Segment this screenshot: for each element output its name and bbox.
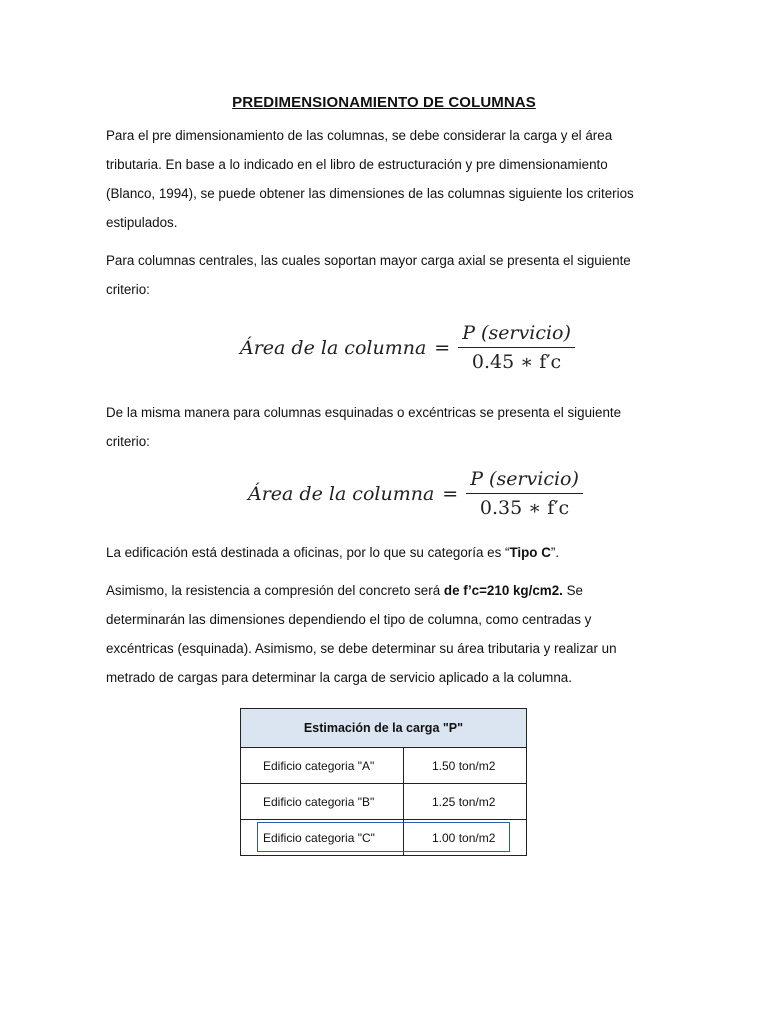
resistance-line: metrado de cargas para determinar la carga de servicio aplicado a la columna. (106, 670, 572, 685)
resistance-line: determinarán las dimensiones dependiendo el tipo de columna, como centradas y (106, 612, 592, 627)
intro-line: estipulados. (106, 215, 178, 230)
intro-line: tributaria. En base a lo indicado en el libro de estructuración y pre dimensionamiento (106, 157, 608, 172)
corner-line: De la misma manera para columnas esquinadas o excéntricas se presenta el siguiente (106, 405, 622, 420)
category-type: Tipo C (509, 545, 551, 560)
corner-line: criterio: (106, 434, 150, 449)
table-cell-category: Edificio categoria "B" (241, 784, 404, 820)
resistance-paragraph (106, 576, 666, 692)
formula-equals: = (434, 336, 451, 359)
corner-columns-paragraph (106, 398, 666, 456)
table-header-row (241, 709, 527, 748)
intro-line: (Blanco, 1994), se puede obtener las dimensiones de las columnas siguiente los criterios (106, 186, 634, 201)
formula-fraction (458, 322, 575, 373)
intro-paragraph (106, 121, 666, 237)
intro-line: Para el pre dimensionamiento de las columnas, se debe considerar la carga y el área (106, 128, 613, 143)
table-cell-value: 1.00 ton/m2 (404, 820, 527, 856)
formula-lhs: Área de la columna (240, 336, 427, 359)
formula-fraction (466, 468, 583, 519)
resistance-line (106, 576, 666, 605)
resistance-text: Asimismo, la resistencia a compresión del concreto será (106, 583, 444, 598)
formula-corner-columns (248, 468, 583, 519)
central-line: criterio: (106, 282, 150, 297)
resistance-text-end: Se (562, 583, 583, 598)
document-title: PREDIMENSIONAMIENTO DE COLUMNAS (232, 94, 536, 111)
table-cell-category: Edificio categoria "C" (241, 820, 404, 856)
formula-central-columns (240, 322, 575, 373)
formula-denominator: 0.45 ∗ f′c (471, 351, 562, 373)
table-cell-value: 1.25 ton/m2 (404, 784, 527, 820)
category-paragraph (106, 538, 666, 567)
formula-equals: = (442, 482, 459, 505)
resistance-value: de f’c=210 kg/cm2. (443, 583, 563, 598)
category-text-end: ”. (550, 545, 560, 560)
formula-numerator: P (servicio) (466, 468, 583, 494)
category-text: La edificación está destinada a oficinas, por lo que su categoría es “ (106, 545, 510, 560)
central-columns-paragraph (106, 246, 666, 304)
table-cell-category: Edificio categoria "A" (241, 748, 404, 784)
row-highlight-box (257, 822, 510, 852)
formula-lhs: Área de la columna (248, 482, 435, 505)
central-line: Para columnas centrales, las cuales soportan mayor carga axial se presenta el siguiente (106, 253, 631, 268)
formula-denominator: 0.35 ∗ f′c (479, 497, 570, 519)
formula-numerator: P (servicio) (458, 322, 575, 348)
table-row (241, 748, 527, 784)
table-header: Estimación de la carga "P" (241, 709, 527, 748)
table-row (241, 784, 527, 820)
category-line (106, 538, 666, 567)
table-cell-value: 1.50 ton/m2 (404, 748, 527, 784)
resistance-line: excéntricas (esquinada). Asimismo, se debe determinar su área tributaria y realizar un (106, 641, 617, 656)
